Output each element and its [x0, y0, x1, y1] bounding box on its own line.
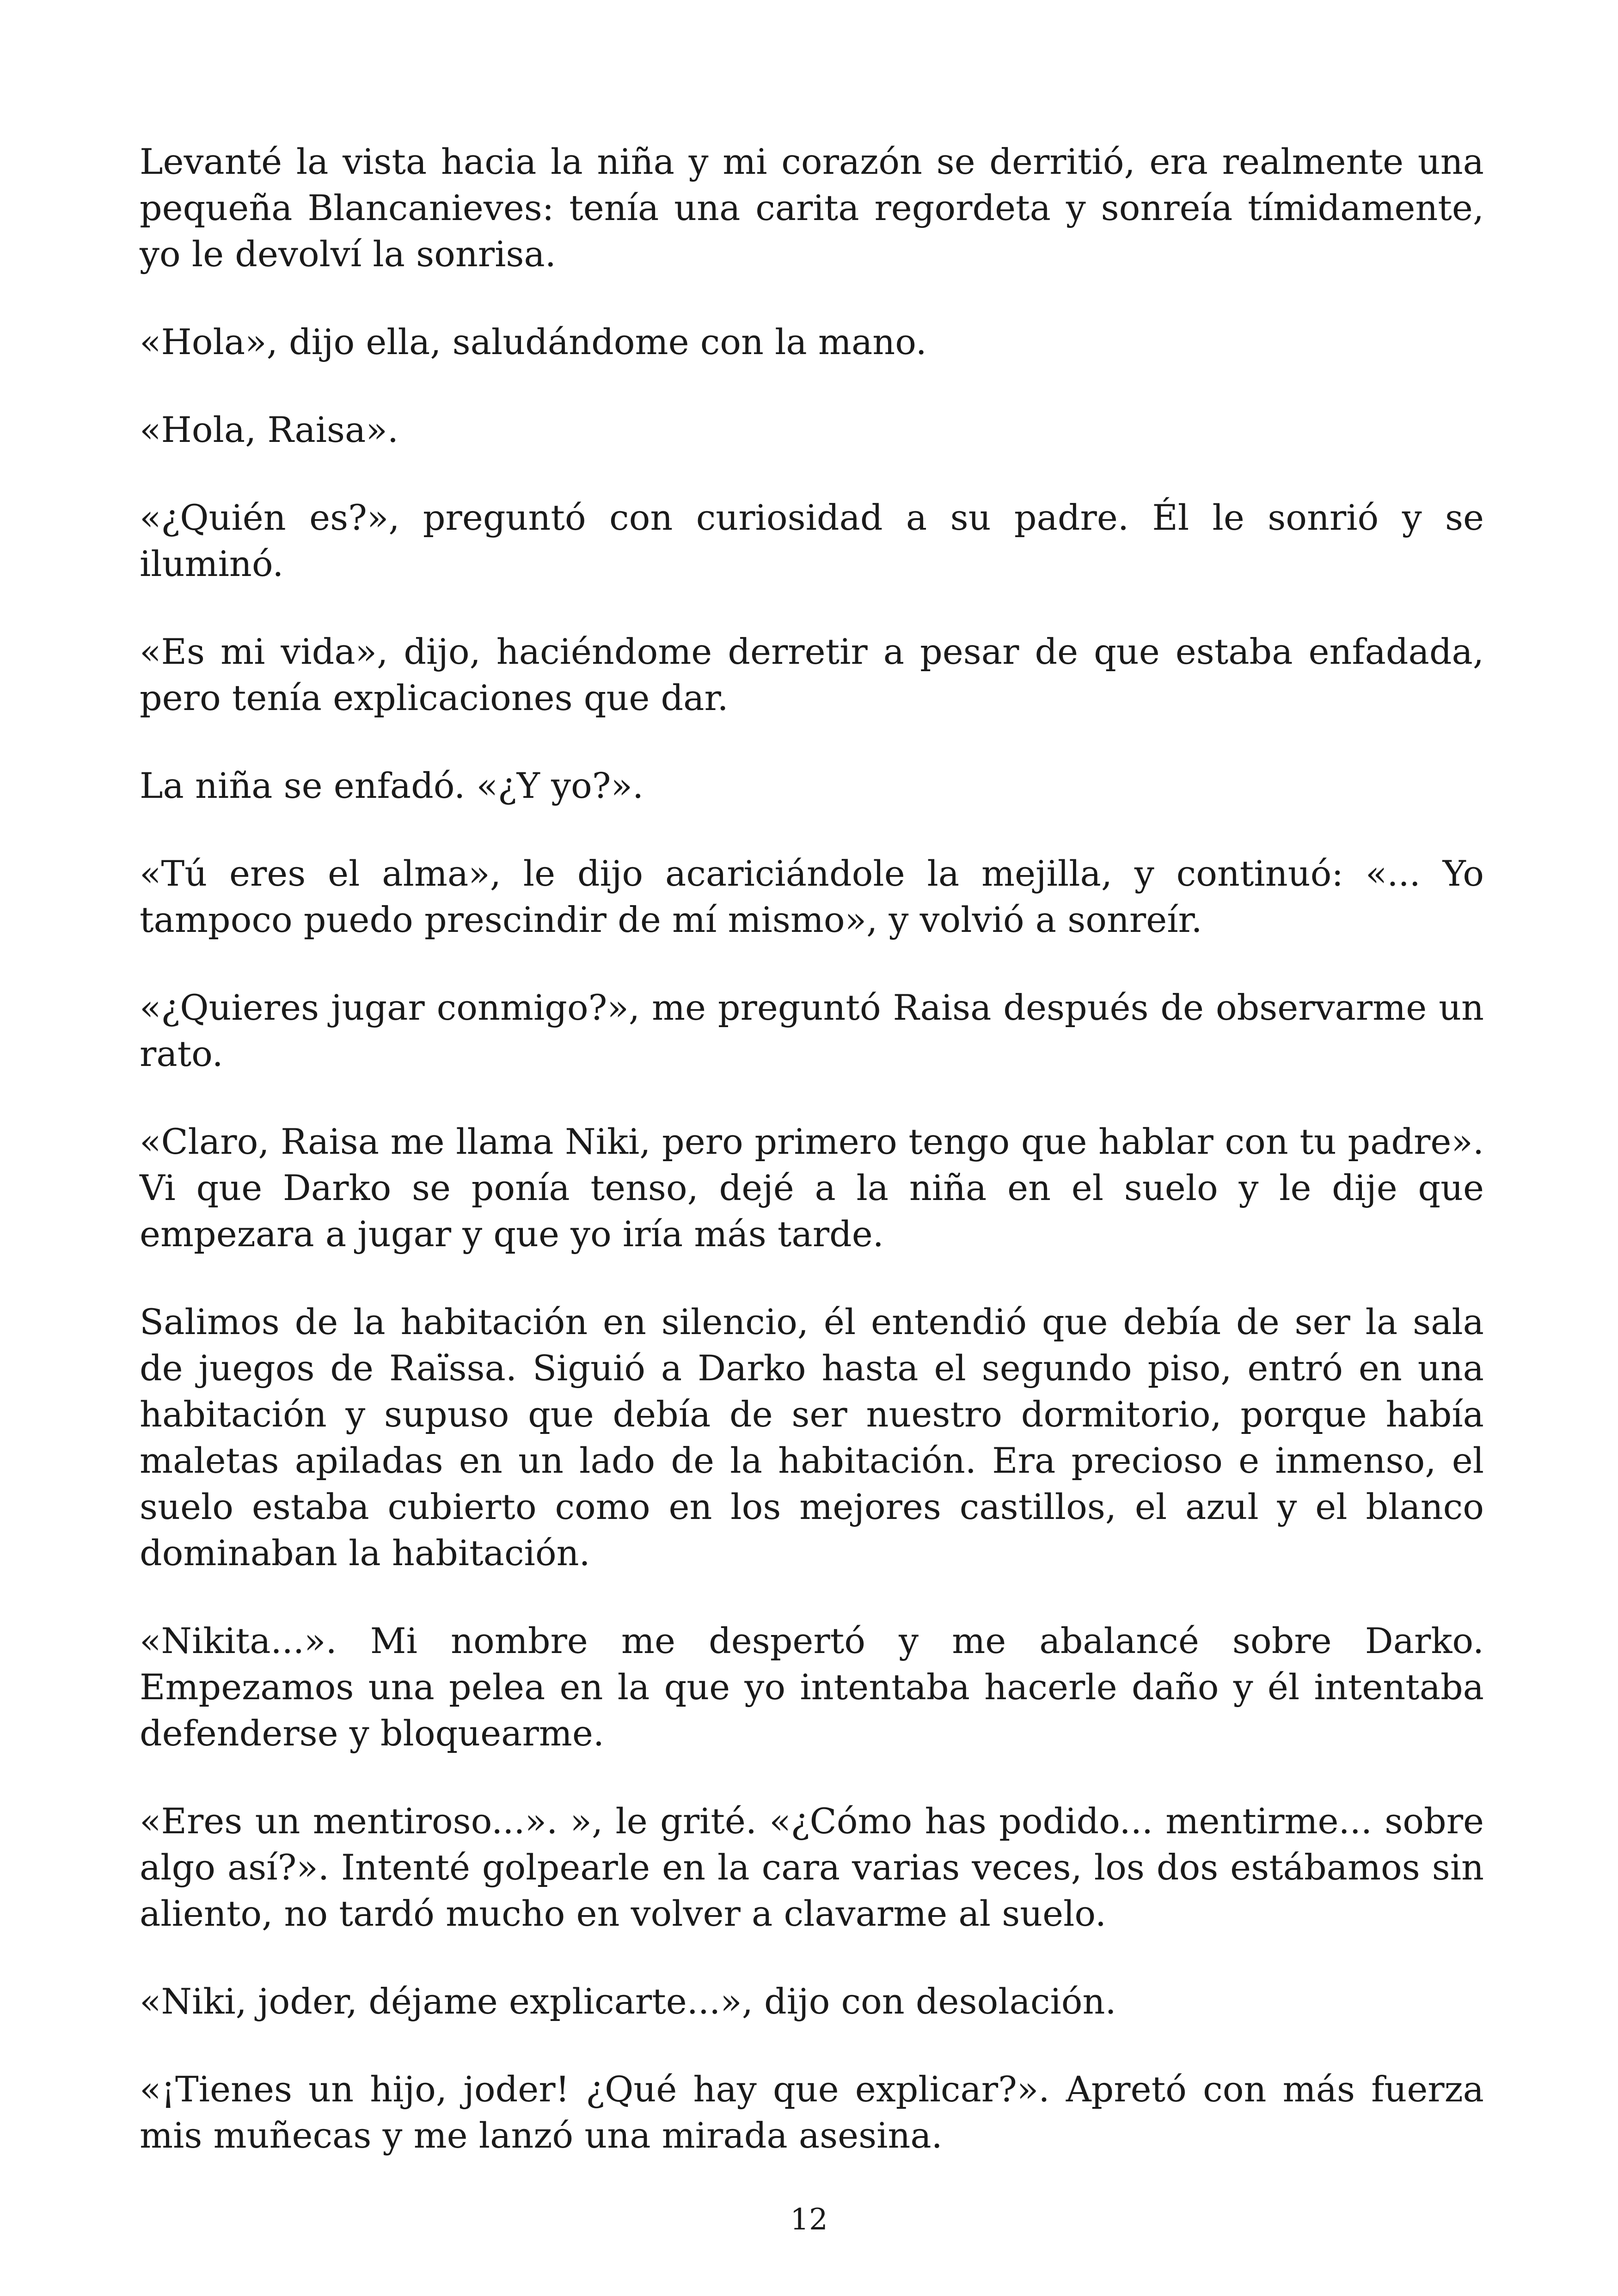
paragraph-9: «Claro, Raisa me llama Niki, pero primero tengo que hablar con tu padre». Vi que Darko se ponía tenso, dejé a la niña en el suelo y le dije que empezara a jugar y que yo iría más tarde. — [140, 1121, 1484, 1255]
paragraph-6: La niña se enfadó. «¿Y yo?». — [140, 765, 644, 806]
paragraph-3: «Hola, Raisa». — [140, 409, 399, 450]
page-number: 12 — [790, 2203, 828, 2237]
paragraph-10: Salimos de la habitación en silencio, él entendió que debía de ser la sala de juegos de Raïssa. Siguió a Darko hasta el segundo piso, entró en una habitación y supuso que debía de ser nuestro dormitorio, porque había maletas apiladas en un lado de la habitación. Era precioso e inmenso, el suelo estaba cubierto como en los mejores castillos, el azul y el blanco dominaban la habitación. — [140, 1301, 1484, 1574]
paragraph-5: «Es mi vida», dijo, haciéndome derretir a pesar de que estaba enfadada, pero tenía explicaciones que dar. — [140, 631, 1484, 718]
paragraph-11: «Nikita...». Mi nombre me despertó y me abalancé sobre Darko. Empezamos una pelea en la que yo intentaba hacerle daño y él intentaba defenderse y bloquearme. — [140, 1620, 1484, 1754]
paragraph-14: «¡Tienes un hijo, joder! ¿Qué hay que explicar?». Apretó con más fuerza mis muñecas y me lanzó una mirada asesina. — [140, 2069, 1484, 2156]
paragraph-13: «Niki, joder, déjame explicarte...», dijo con desolación. — [140, 1981, 1116, 2022]
paragraph-8: «¿Quieres jugar conmigo?», me preguntó Raisa después de observarme un rato. — [140, 987, 1484, 1074]
paragraph-12: «Eres un mentiroso...». », le grité. «¿Cómo has podido... mentirme... sobre algo así?». Intenté golpearle en la cara varias veces, los dos estábamos sin aliento, no tardó mucho en volver a clavarme al suelo. — [140, 1800, 1484, 1934]
paragraph-4: «¿Quién es?», preguntó con curiosidad a su padre. Él le sonrió y se iluminó. — [140, 497, 1484, 584]
paragraph-7: «Tú eres el alma», le dijo acariciándole la mejilla, y continuó: «... Yo tampoco puedo prescindir de mí mismo», y volvió a sonreír. — [140, 853, 1484, 940]
paragraph-1: Levanté la vista hacia la niña y mi corazón se derritió, era realmente una pequeña Blancanieves: tenía una carita regordeta y sonreía tímidamente, yo le devolví la sonrisa. — [140, 141, 1484, 275]
paragraph-2: «Hola», dijo ella, saludándome con la mano. — [140, 321, 927, 362]
body-text — [140, 139, 1484, 2200]
